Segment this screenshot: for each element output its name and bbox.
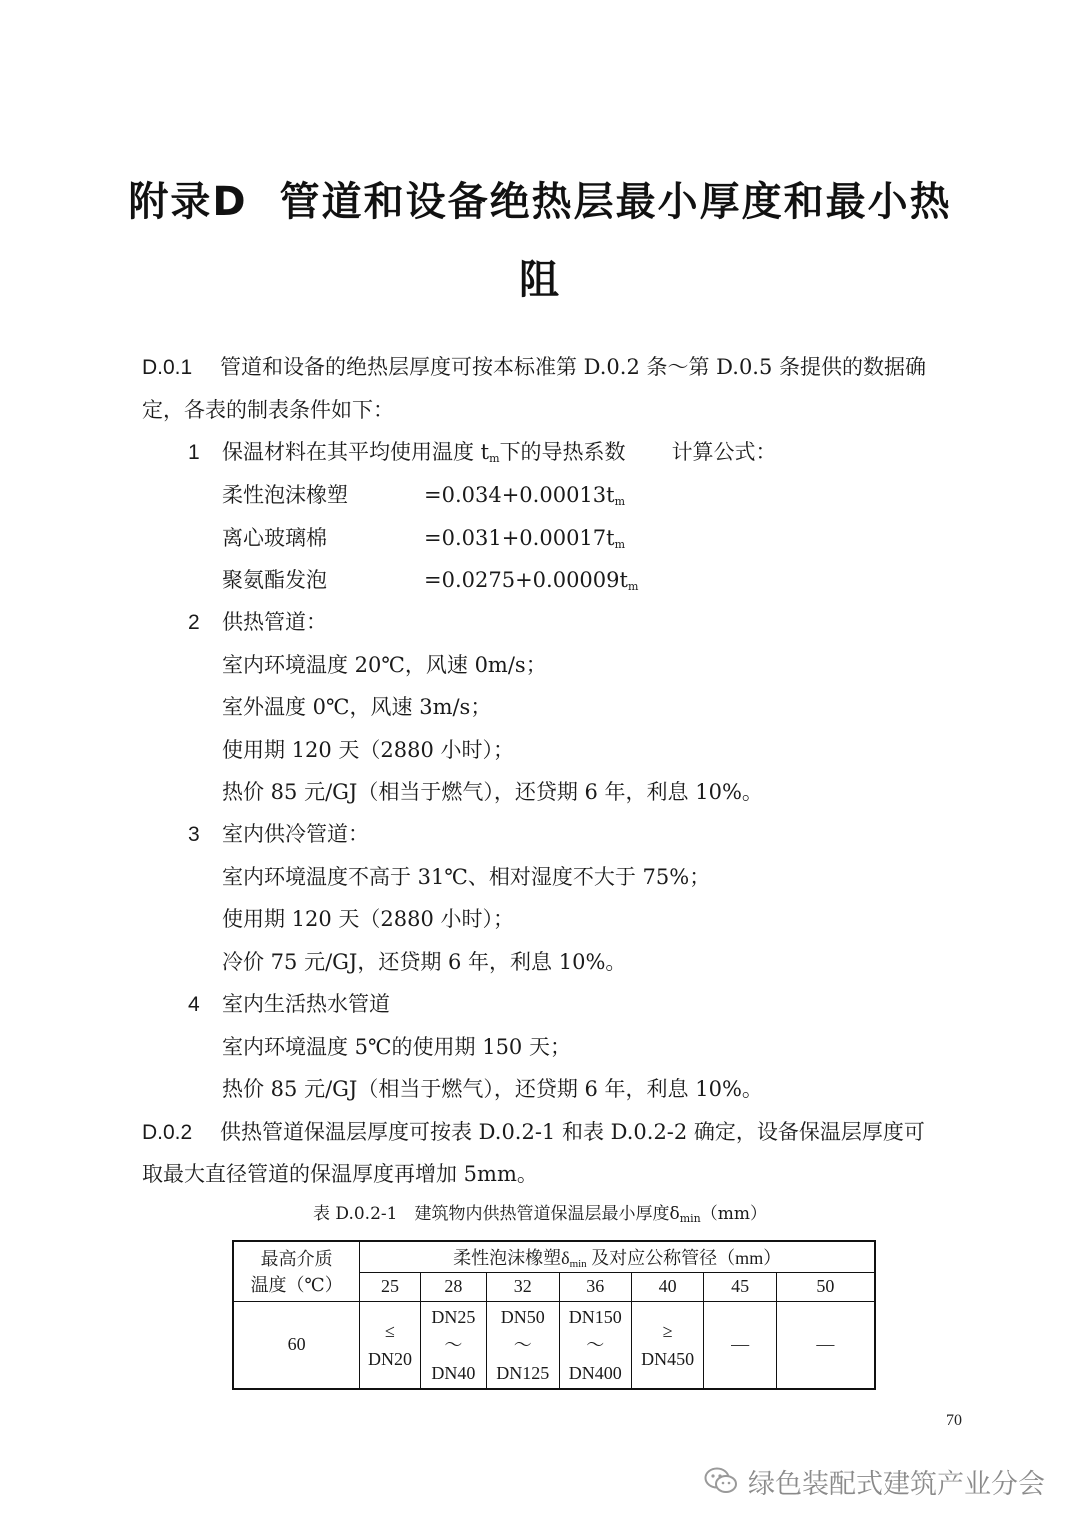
clause-d02-line1: [142, 1117, 925, 1148]
material-formula: =0.034+0.00013t: [424, 483, 615, 507]
header-material-text: 柔性泡沫橡塑δ: [453, 1247, 570, 1268]
material-name: 柔性泡沫橡塑: [222, 483, 348, 507]
material-row: [222, 565, 638, 602]
item1-text-b: 下的导热系数: [499, 440, 626, 464]
item2-line: 室内环境温度 20℃，风速 0m/s；: [222, 653, 547, 677]
thickness-header: 28: [420, 1272, 486, 1301]
header-temperature-line2: 温度（℃）: [250, 1275, 343, 1296]
item3-heading-line: [188, 819, 369, 850]
item3-line: 冷价 75 元/GJ，还贷期 6 年，利息 10%。: [222, 950, 627, 974]
formula-sub: m: [627, 580, 639, 593]
cell-25-line: DN20: [367, 1348, 412, 1369]
item4-heading-line: [188, 989, 390, 1020]
cell-28-line: DN40: [431, 1362, 476, 1383]
item4-line: 热价 85 元/GJ（相当于燃气），还贷期 6 年，利息 10%。: [222, 1077, 763, 1101]
cell-36: [559, 1301, 631, 1389]
table-header-row: [233, 1241, 875, 1272]
wechat-icon: [704, 1466, 738, 1496]
material-row: [222, 523, 625, 560]
cell-28-line: ～: [444, 1334, 463, 1355]
title-prefix: 附录: [128, 179, 213, 225]
item4-heading: 室内生活热水管道: [222, 992, 390, 1016]
cell-36-line: DN400: [568, 1362, 622, 1383]
item1-line: [188, 437, 777, 474]
item3-line: 室内环境温度不高于 31℃、相对湿度不大于 75%；: [222, 865, 711, 889]
item2-number: 2: [188, 611, 200, 634]
header-temperature: [233, 1241, 360, 1301]
item1-sub: m: [489, 452, 500, 465]
thickness-header: 36: [559, 1272, 631, 1301]
thickness-header: 50: [776, 1272, 875, 1301]
item3-line: 使用期 120 天（2880 小时）；: [222, 907, 515, 931]
thickness-header: 45: [704, 1272, 776, 1301]
clause-d01-number: D.0.1: [142, 356, 193, 379]
table-caption: [0, 1200, 1080, 1233]
item2-line: 热价 85 元/GJ（相当于燃气），还贷期 6 年，利息 10%。: [222, 780, 763, 804]
title-main: 管道和设备绝热层最小厚度和最小热: [279, 179, 952, 225]
cell-40-line: ≥: [662, 1320, 673, 1341]
formula-label: 计算公式：: [671, 440, 777, 464]
cell-28-line: DN25: [431, 1306, 476, 1327]
watermark: [704, 1460, 1045, 1502]
title-letter: D: [212, 179, 248, 225]
cell-36-line: ～: [586, 1334, 605, 1355]
item3-heading: 室内供冷管道：: [222, 822, 369, 846]
cell-25: [360, 1301, 420, 1389]
formula-sub: m: [614, 495, 626, 508]
table-caption-unit: （mm）: [700, 1204, 767, 1224]
table-caption-text: 表 D.0.2-1 建筑物内供热管道保温层最小厚度δ: [313, 1204, 680, 1224]
cell-45: —: [704, 1301, 776, 1389]
table-caption-sub: min: [679, 1212, 701, 1225]
thickness-header: 25: [360, 1272, 420, 1301]
header-temperature-line1: 最高介质: [260, 1249, 333, 1270]
page-title-continued: 阻: [519, 257, 561, 303]
cell-40-line: DN450: [641, 1348, 695, 1369]
cell-32: [487, 1301, 559, 1389]
item2-line: 使用期 120 天（2880 小时）；: [222, 738, 515, 762]
cell-32-line: DN125: [496, 1362, 550, 1383]
table-row: [233, 1301, 875, 1389]
thickness-header: 32: [487, 1272, 559, 1301]
item2-heading-line: [188, 607, 327, 638]
item4-number: 4: [188, 993, 200, 1016]
clause-d02-text1: 供热管道保温层厚度可按表 D.0.2-1 和表 D.0.2-2 确定，设备保温层厚度可: [220, 1120, 925, 1144]
cell-32-line: DN50: [500, 1306, 545, 1327]
item1-text-a: 保温材料在其平均使用温度 t: [222, 440, 490, 464]
clause-d01-line2: 定，各表的制表条件如下：: [142, 398, 394, 422]
cell-25-line: ≤: [385, 1320, 395, 1341]
clause-d02-line2: 取最大直径管道的保温厚度再增加 5mm。: [142, 1162, 538, 1186]
item4-line: 室内环境温度 5℃的使用期 150 天；: [222, 1035, 571, 1059]
item1-number: 1: [188, 441, 200, 464]
material-formula: =0.0275+0.00009t: [424, 568, 628, 592]
header-material-sub: min: [569, 1257, 587, 1270]
cell-28: [420, 1301, 486, 1389]
header-material-unit: 及对应公称管径（mm）: [586, 1247, 782, 1268]
clause-d01-text1: 管道和设备的绝热层厚度可按本标准第 D.0.2 条～第 D.0.5 条提供的数据确: [220, 355, 927, 379]
page-title: [0, 170, 1080, 227]
cell-40: [631, 1301, 703, 1389]
material-formula: =0.031+0.00017t: [424, 526, 615, 550]
cell-temperature: 60: [233, 1301, 360, 1389]
cell-32-line: ～: [513, 1334, 532, 1355]
clause-d01-line1: [142, 352, 926, 383]
formula-sub: m: [614, 538, 626, 551]
cell-50: —: [776, 1301, 875, 1389]
material-name: 聚氨酯发泡: [222, 568, 327, 592]
item2-line: 室外温度 0℃，风速 3m/s；: [222, 695, 492, 719]
material-name: 离心玻璃棉: [222, 526, 327, 550]
watermark-text: 绿色装配式建筑产业分会: [748, 1468, 1045, 1500]
page-number: 70: [946, 1412, 962, 1429]
clause-d02-number: D.0.2: [142, 1121, 193, 1144]
item2-heading: 供热管道：: [222, 610, 327, 634]
thickness-header: 40: [631, 1272, 703, 1301]
insulation-thickness-table: [232, 1240, 876, 1390]
item3-number: 3: [188, 823, 200, 846]
header-material-group: [360, 1241, 875, 1272]
cell-36-line: DN150: [568, 1306, 622, 1327]
material-row: [222, 480, 625, 517]
